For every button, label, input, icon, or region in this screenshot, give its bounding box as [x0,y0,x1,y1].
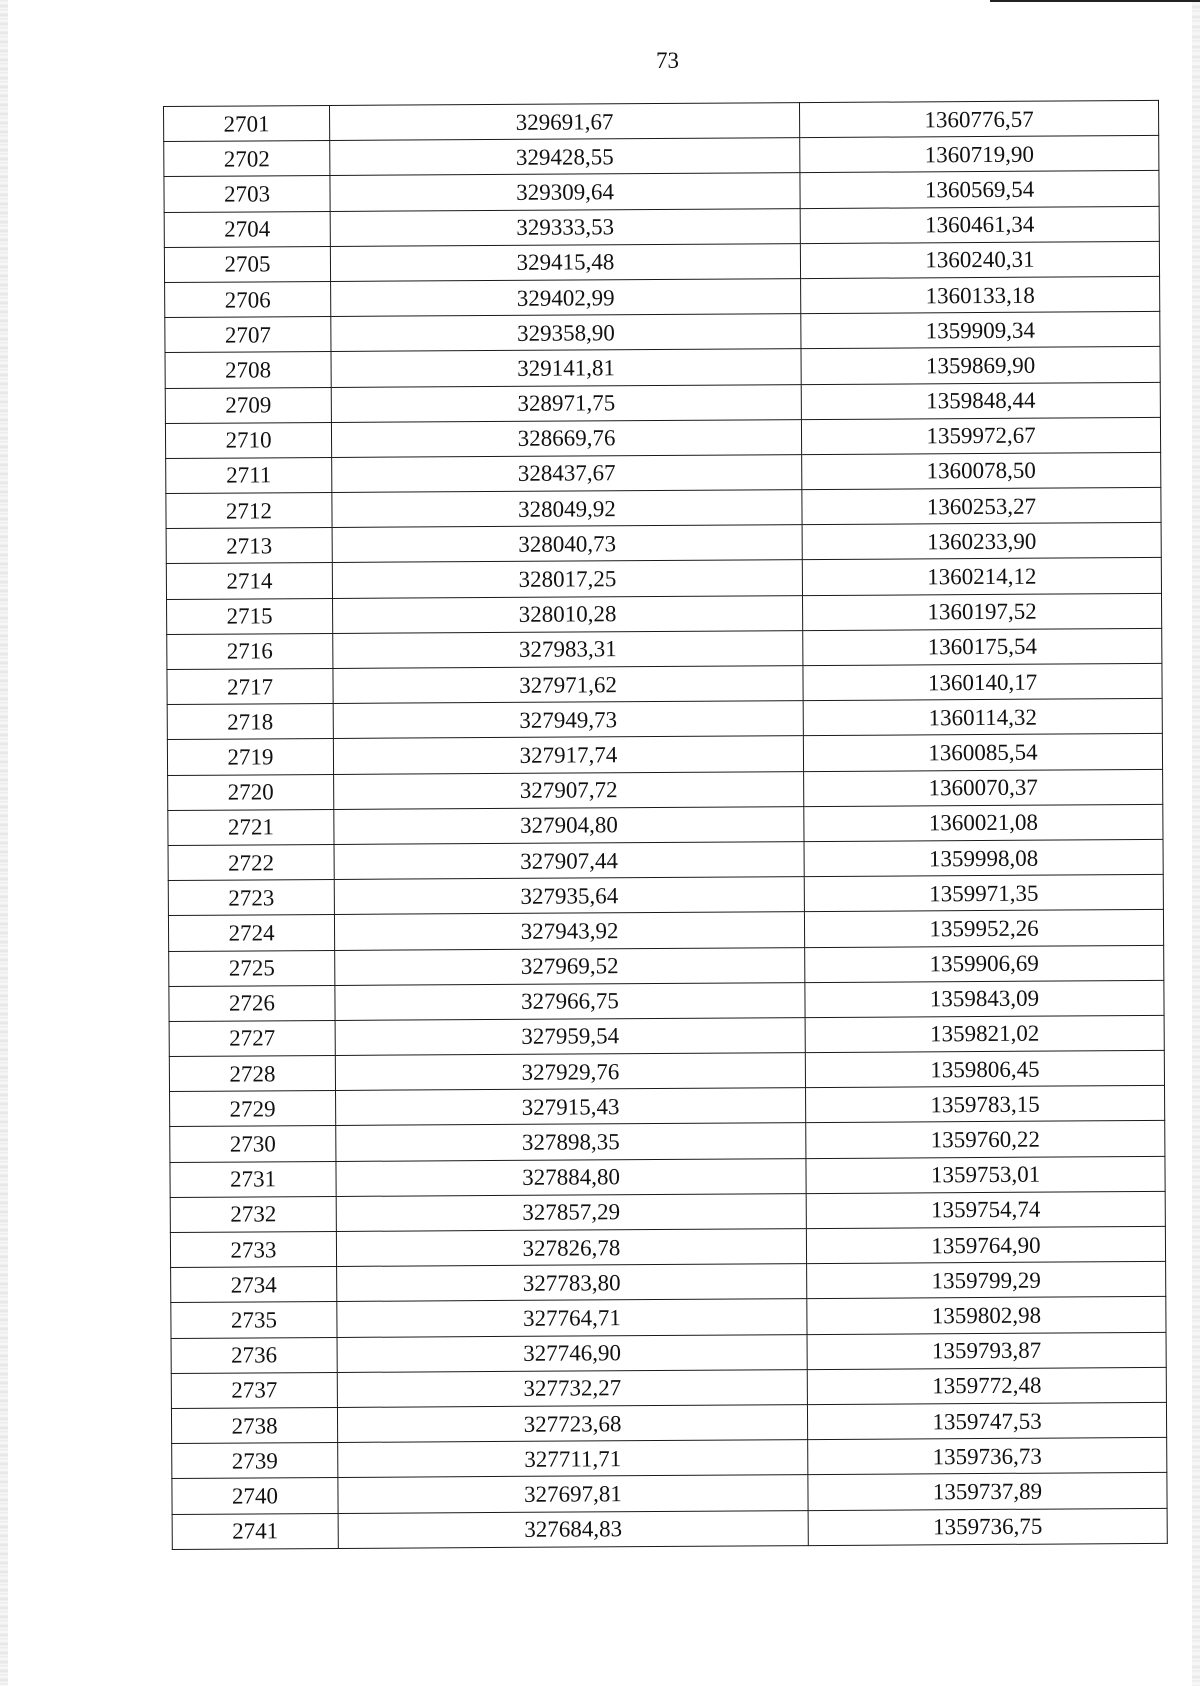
x-coordinate-cell: 328040,73 [332,525,802,563]
point-number-cell: 2730 [170,1126,336,1162]
point-number-cell: 2717 [167,668,333,704]
table-row [168,769,1163,810]
table-row [165,312,1160,353]
y-coordinate-cell: 1359783,15 [806,1086,1165,1123]
y-coordinate-cell: 1359760,22 [806,1121,1165,1158]
y-coordinate-cell: 1360569,54 [800,171,1159,208]
point-number-cell: 2735 [171,1302,337,1338]
table-row [169,1050,1164,1091]
table-row [171,1402,1166,1443]
x-coordinate-cell: 327907,72 [334,771,804,809]
x-coordinate-cell: 327884,80 [336,1158,806,1196]
x-coordinate-cell: 329309,64 [330,173,800,211]
x-coordinate-cell: 327915,43 [336,1088,806,1126]
y-coordinate-cell: 1360140,17 [803,663,1162,700]
table-row [165,276,1160,317]
table-row [170,1191,1165,1232]
table-row [172,1473,1167,1514]
point-number-cell: 2703 [164,176,330,212]
y-coordinate-cell: 1360253,27 [802,487,1161,524]
point-number-cell: 2723 [168,880,334,916]
x-coordinate-cell: 327857,29 [336,1193,806,1231]
page-number: 73 [656,48,679,73]
y-coordinate-cell: 1360461,34 [800,206,1159,243]
point-number-cell: 2728 [169,1056,335,1092]
x-coordinate-cell: 328017,25 [332,560,802,598]
table-row [171,1367,1166,1408]
y-coordinate-cell: 1360719,90 [800,136,1159,173]
x-coordinate-cell: 327684,83 [338,1510,808,1548]
y-coordinate-cell: 1359793,87 [807,1332,1166,1369]
y-coordinate-cell: 1360214,12 [802,558,1161,595]
x-coordinate-cell: 327904,80 [334,806,804,844]
y-coordinate-cell: 1359799,29 [807,1262,1166,1299]
table-row [164,241,1159,282]
y-coordinate-cell: 1359952,26 [804,910,1163,947]
y-coordinate-cell: 1359772,48 [807,1367,1166,1404]
table-row [171,1332,1166,1373]
point-number-cell: 2733 [170,1231,336,1267]
table-row [167,593,1162,634]
x-coordinate-cell: 327983,31 [333,630,803,668]
y-coordinate-cell: 1360133,18 [801,276,1160,313]
table-row [168,875,1163,916]
y-coordinate-cell: 1359806,45 [805,1050,1164,1087]
point-number-cell: 2737 [171,1372,337,1408]
table-row [166,523,1161,564]
x-coordinate-cell: 327898,35 [336,1123,806,1161]
table-row [164,136,1159,177]
y-coordinate-cell: 1359764,90 [806,1226,1165,1263]
point-number-cell: 2721 [168,809,334,845]
point-number-cell: 2705 [164,246,330,282]
point-number-cell: 2713 [166,528,332,564]
point-number-cell: 2738 [171,1407,337,1443]
table-row [167,663,1162,704]
table-row [170,1156,1165,1197]
x-coordinate-cell: 328437,67 [332,454,802,492]
y-coordinate-cell: 1359747,53 [807,1402,1166,1439]
y-coordinate-cell: 1359971,35 [804,875,1163,912]
point-number-cell: 2741 [172,1513,338,1549]
y-coordinate-cell: 1359737,89 [808,1473,1167,1510]
x-coordinate-cell: 327764,71 [337,1299,807,1337]
x-coordinate-cell: 327935,64 [334,877,804,915]
point-number-cell: 2724 [168,915,334,951]
point-number-cell: 2740 [172,1478,338,1514]
point-number-cell: 2732 [170,1196,336,1232]
table-row [171,1297,1166,1338]
point-number-cell: 2731 [170,1161,336,1197]
x-coordinate-cell: 328971,75 [331,384,801,422]
x-coordinate-cell: 327732,27 [337,1369,807,1407]
x-coordinate-cell: 327969,52 [335,947,805,985]
table-row [165,347,1160,388]
table-row [165,417,1160,458]
table-row [172,1438,1167,1479]
point-number-cell: 2718 [167,704,333,740]
y-coordinate-cell: 1359906,69 [805,945,1164,982]
scan-top-line [990,0,1200,2]
y-coordinate-cell: 1359848,44 [801,382,1160,419]
x-coordinate-cell: 327826,78 [336,1229,806,1267]
x-coordinate-cell: 328049,92 [332,490,802,528]
y-coordinate-cell: 1359754,74 [806,1191,1165,1228]
y-coordinate-cell: 1359802,98 [807,1297,1166,1334]
point-number-cell: 2729 [170,1091,336,1127]
point-number-cell: 2722 [168,844,334,880]
coordinates-table-container [163,100,1167,1550]
x-coordinate-cell: 329358,90 [331,314,801,352]
y-coordinate-cell: 1359736,73 [808,1438,1167,1475]
x-coordinate-cell: 327907,44 [334,842,804,880]
table-row [167,628,1162,669]
point-number-cell: 2726 [169,985,335,1021]
x-coordinate-cell: 328669,76 [331,419,801,457]
y-coordinate-cell: 1360197,52 [803,593,1162,630]
y-coordinate-cell: 1359821,02 [805,1015,1164,1052]
point-number-cell: 2716 [167,633,333,669]
y-coordinate-cell: 1359753,01 [806,1156,1165,1193]
x-coordinate-cell: 327959,54 [335,1017,805,1055]
x-coordinate-cell: 327723,68 [337,1405,807,1443]
x-coordinate-cell: 327966,75 [335,982,805,1020]
x-coordinate-cell: 327949,73 [333,701,803,739]
y-coordinate-cell: 1360114,32 [803,699,1162,736]
table-row [169,945,1164,986]
y-coordinate-cell: 1359736,75 [808,1508,1167,1545]
x-coordinate-cell: 327929,76 [335,1053,805,1091]
table-row [168,910,1163,951]
point-number-cell: 2736 [171,1337,337,1373]
x-coordinate-cell: 327783,80 [337,1264,807,1302]
point-number-cell: 2704 [164,211,330,247]
point-number-cell: 2701 [164,105,330,141]
table-row [167,734,1162,775]
coordinates-table-body [164,100,1168,1549]
point-number-cell: 2711 [166,457,332,493]
table-row [169,1015,1164,1056]
y-coordinate-cell: 1360070,37 [804,769,1163,806]
coordinates-table [163,100,1168,1550]
x-coordinate-cell: 329428,55 [330,138,800,176]
x-coordinate-cell: 329415,48 [330,243,800,281]
table-row [165,382,1160,423]
y-coordinate-cell: 1360175,54 [803,628,1162,665]
point-number-cell: 2715 [167,598,333,634]
table-row [169,980,1164,1021]
point-number-cell: 2734 [171,1267,337,1303]
y-coordinate-cell: 1359909,34 [801,312,1160,349]
x-coordinate-cell: 327971,62 [333,666,803,704]
point-number-cell: 2710 [165,422,331,458]
x-coordinate-cell: 327917,74 [333,736,803,774]
x-coordinate-cell: 327943,92 [334,912,804,950]
x-coordinate-cell: 329141,81 [331,349,801,387]
point-number-cell: 2709 [165,387,331,423]
y-coordinate-cell: 1360240,31 [800,241,1159,278]
point-number-cell: 2707 [165,317,331,353]
table-row [170,1226,1165,1267]
table-row [164,100,1159,141]
table-row [170,1086,1165,1127]
table-row [171,1262,1166,1303]
table-row [172,1508,1167,1549]
x-coordinate-cell: 327697,81 [338,1475,808,1513]
table-row [166,487,1161,528]
table-row [168,804,1163,845]
y-coordinate-cell: 1360085,54 [803,734,1162,771]
point-number-cell: 2719 [167,739,333,775]
scan-edge-left [0,0,8,1686]
y-coordinate-cell: 1359998,08 [804,839,1163,876]
x-coordinate-cell: 328010,28 [333,595,803,633]
table-row [164,206,1159,247]
point-number-cell: 2706 [165,281,331,317]
point-number-cell: 2714 [166,563,332,599]
y-coordinate-cell: 1360021,08 [804,804,1163,841]
point-number-cell: 2720 [168,774,334,810]
table-row [166,558,1161,599]
x-coordinate-cell: 329333,53 [330,208,800,246]
y-coordinate-cell: 1360776,57 [799,100,1158,137]
x-coordinate-cell: 329691,67 [329,103,799,141]
point-number-cell: 2702 [164,141,330,177]
point-number-cell: 2708 [165,352,331,388]
y-coordinate-cell: 1359843,09 [805,980,1164,1017]
table-row [164,171,1159,212]
y-coordinate-cell: 1360233,90 [802,523,1161,560]
point-number-cell: 2727 [169,1020,335,1056]
x-coordinate-cell: 327746,90 [337,1334,807,1372]
point-number-cell: 2725 [169,950,335,986]
table-row [168,839,1163,880]
x-coordinate-cell: 327711,71 [338,1440,808,1478]
scan-edge-right [1192,0,1200,1686]
y-coordinate-cell: 1359972,67 [801,417,1160,454]
point-number-cell: 2739 [172,1443,338,1479]
x-coordinate-cell: 329402,99 [331,279,801,317]
table-row [170,1121,1165,1162]
y-coordinate-cell: 1359869,90 [801,347,1160,384]
y-coordinate-cell: 1360078,50 [802,452,1161,489]
table-row [166,452,1161,493]
point-number-cell: 2712 [166,493,332,529]
table-row [167,699,1162,740]
